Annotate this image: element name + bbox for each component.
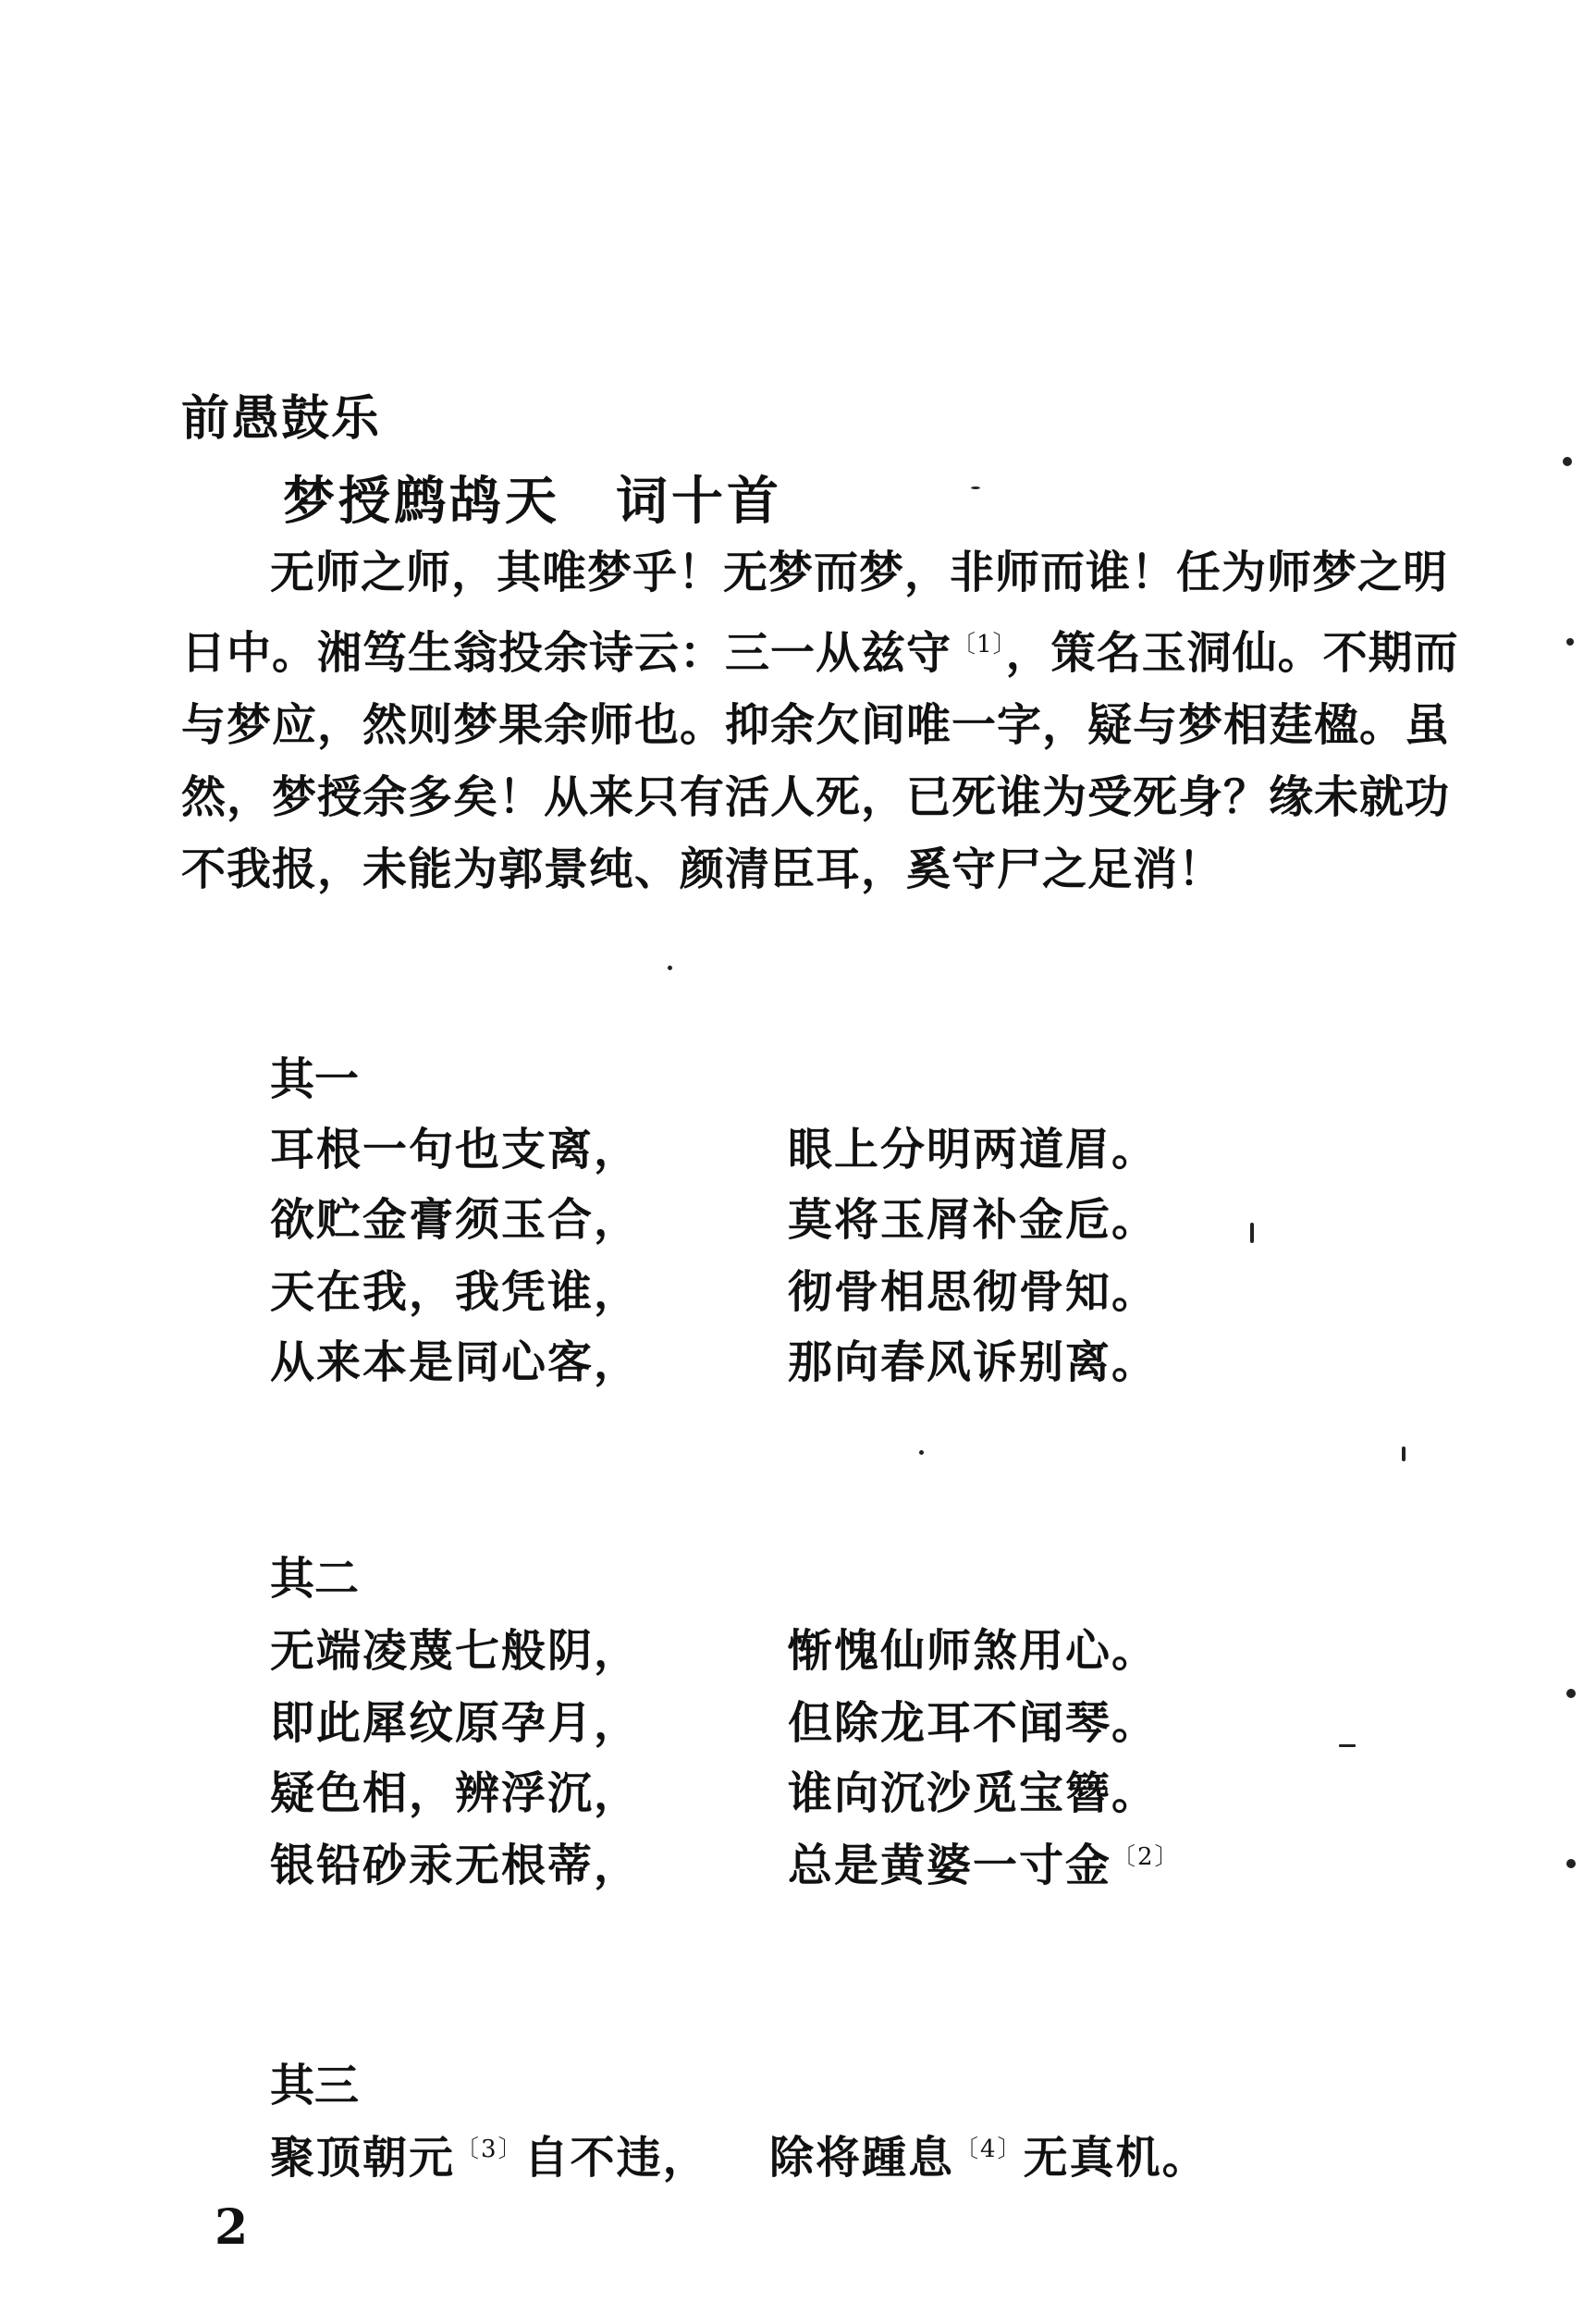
footnote-ref: 〔2〕: [1111, 1843, 1181, 1871]
verse-heading: 其一: [270, 1053, 360, 1105]
verse-line-right: 彻骨相思彻骨知。: [788, 1266, 1159, 1318]
verse-line-right: 眼上分明两道眉。: [788, 1124, 1159, 1176]
scan-speck: [1566, 1859, 1576, 1868]
scan-speck: [1339, 1744, 1356, 1747]
preface-paragraph: [181, 536, 1476, 905]
verse-line-left: 无端凌蔑七般阴，: [270, 1625, 641, 1677]
scan-speck: [1566, 1689, 1576, 1698]
page-number: 2: [215, 2199, 249, 2256]
verse-text: 除将踵息: [769, 2132, 955, 2184]
preface-text: ，策名玉洞仙。不期而与梦应，然则梦果余师也。抑余欠间唯一字，疑与梦相莛楹。虽然，梦授余多矣！从来只有活人死，已死谁为受死身？缘未就功不我报，未能为郭景纯、颜清臣耳，奚守尸之足消！: [181, 627, 1459, 895]
verse-line-left: 天在我，我凭谁，: [270, 1266, 641, 1318]
section-title: 前愚鼓乐: [181, 391, 382, 447]
scan-speck: [668, 966, 672, 970]
footnote-ref: 〔1〕: [951, 631, 1006, 659]
verse-text: 总是黄婆一寸金: [788, 1840, 1112, 1891]
scan-speck: [1563, 457, 1572, 466]
verse-line-right: [788, 1829, 1181, 1893]
verse-heading: 其二: [270, 1553, 360, 1605]
verse-text: 自不违，: [523, 2132, 709, 2184]
verse-line-left: 耳根一句也支离，: [270, 1124, 641, 1176]
footnote-ref: 〔3〕: [455, 2136, 524, 2163]
scan-speck: [919, 1450, 924, 1455]
verse-line-left: 欲贮金膏须玉合，: [270, 1194, 641, 1246]
verse-line-left: 即此犀纹原孕月，: [270, 1697, 641, 1749]
scan-speck: [971, 486, 980, 489]
verse-line-left: [270, 2122, 709, 2185]
scan-speck: [1250, 1223, 1254, 1243]
verse-text: 无真机。: [1023, 2132, 1209, 2184]
scan-speck: [1566, 638, 1574, 646]
verse-line-right: 但除龙耳不闻琴。: [788, 1697, 1159, 1749]
verse-line-right: 谁向沉沙觅宝簪。: [788, 1767, 1159, 1819]
footnote-ref: 〔4〕: [954, 2136, 1024, 2163]
verse-line-right: 莫将玉屑补金卮。: [788, 1194, 1159, 1246]
verse-line-left: 银铅砂汞无根蒂，: [270, 1840, 641, 1891]
verse-line-left: 从来本是同心客，: [270, 1336, 641, 1388]
poem-title: 梦授鹧鸪天 词十首: [283, 472, 782, 532]
preface-text: 无师之师，其唯梦乎！无梦而梦，非师而谁！任为师梦之明日中。湘笃生翁投余诗云：三一从兹守: [181, 547, 1449, 679]
verse-line-right: 惭愧仙师煞用心。: [788, 1625, 1159, 1677]
verse-line-left: 疑色相，辨浮沉，: [270, 1767, 641, 1819]
verse-line-right: 那向春风诉别离。: [788, 1336, 1159, 1388]
verse-heading: 其三: [270, 2060, 360, 2111]
scan-speck: [1402, 1446, 1406, 1461]
verse-line-right: [769, 2122, 1209, 2185]
verse-text: 聚顶朝元: [270, 2132, 456, 2184]
